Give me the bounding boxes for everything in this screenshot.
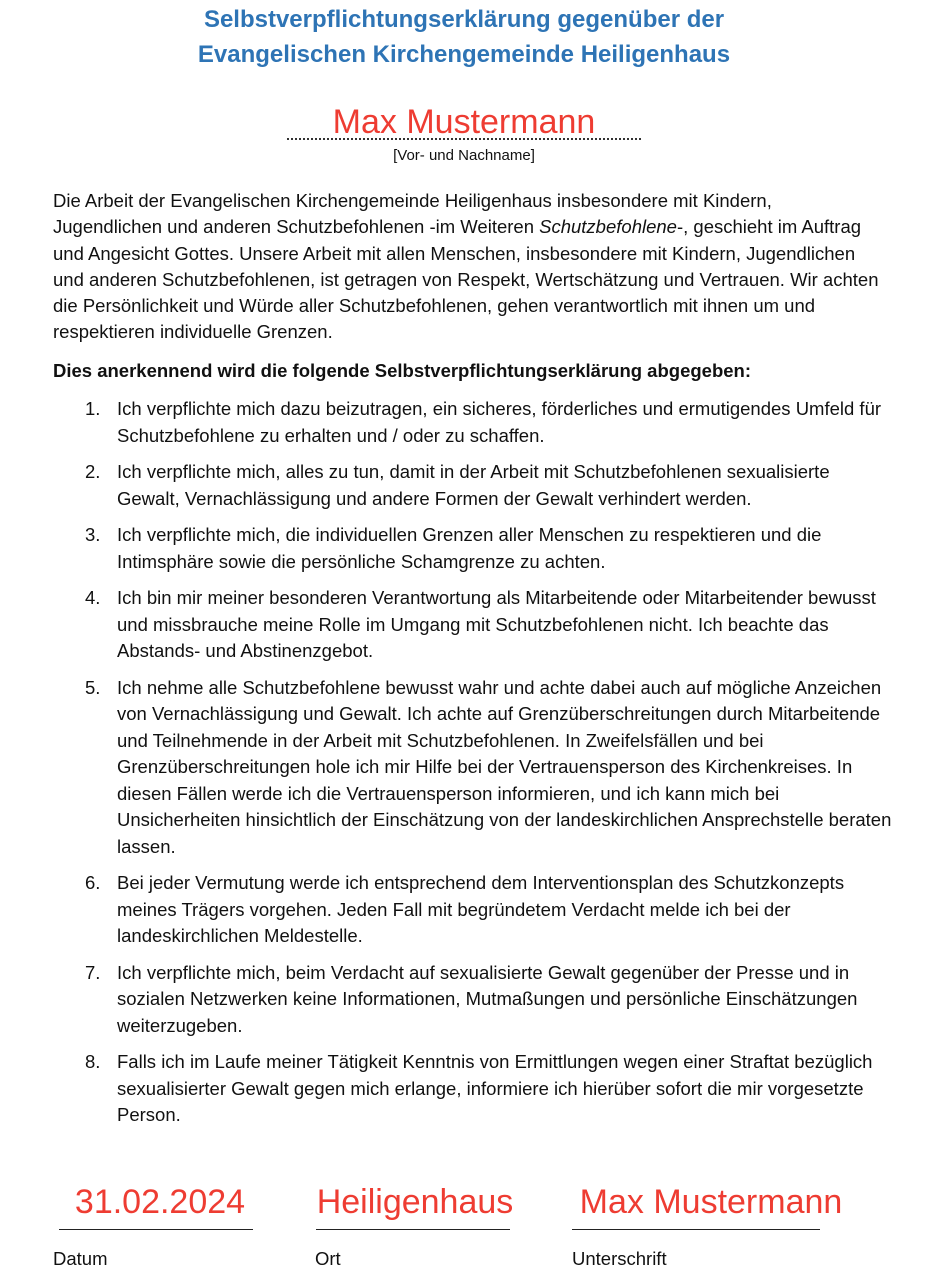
name-field[interactable]: [287, 104, 641, 140]
list-item: [53, 585, 893, 665]
list-item: [53, 675, 893, 861]
commitment-list: [53, 396, 893, 1139]
list-item: [53, 1049, 893, 1129]
name-value[interactable]: Max Mustermann: [332, 103, 596, 141]
item-number: 1.: [85, 398, 101, 419]
item-text: Ich bin mir meiner besonderen Verantwortung als Mitarbeitende oder Mitarbeitender bewusst und missbrauche meine Rolle im Umgang mit Schutzbefohlenen nicht. Ich beachte das Abstands- und Abstinenzgebot.: [117, 587, 876, 661]
title-line-2: Evangelischen Kirchengemeinde Heiligenhaus: [197, 41, 731, 68]
signature-label: Unterschrift: [572, 1248, 667, 1269]
item-text: Bei jeder Vermutung werde ich entsprechend dem Interventionsplan des Schutzkonzepts meines Trägers vorgehen. Jeden Fall mit begründetem Verdacht melde ich bei der landeskirchlichen Meldestelle.: [117, 872, 845, 946]
intro-text-2: -, geschieht im Auftrag und Angesicht Gottes. Unsere Arbeit mit allen Menschen, insbesondere mit Kindern, Jugendlichen und anderen Schutzbefohlenen, ist getragen von Respekt, Wertschätzung und Vertrauen. Wir achten die Persönlichkeit und Würde aller Schutzbefohlenen, gehen verantwortlich mit ihnen um und respektieren individuelle Grenzen.: [53, 216, 879, 343]
name-caption: [Vor- und Nachname]: [393, 147, 535, 164]
item-number: 5.: [85, 676, 101, 698]
intro-text-1: Die Arbeit der Evangelischen Kirchengemeinde Heiligenhaus insbesondere mit Kindern, Jugendlichen und anderen Schutzbefohlenen -im Weiteren: [53, 190, 772, 238]
item-text: Ich verpflichte mich, beim Verdacht auf sexualisierte Gewalt gegenüber der Presse und in sozialen Netzwerken keine Informationen, Mutmaßungen und persönliche Einschätzungen weiterzugeben.: [117, 961, 858, 1036]
item-text: Ich nehme alle Schutzbefohlene bewusst wahr und achte dabei auch auf mögliche Anzeichen von Vernachlässigung und Gewalt. Ich achte auf Grenzüberschreitungen durch Mitarbeitende und Teilnehmende in der Arbeit mit Schutzbefohlenen. In Zweifelsfällen und bei Grenzüberschreitungen hole ich mir Hilfe bei der Vertrauensperson des Kirchenkreises. In diesen Fällen werde ich die Vertrauensperson informieren, und ich kann mich bei Unsicherheiten hinsichtlich der Einschätzung von der landeskirchlichen Ansprechstelle beraten lassen.: [117, 676, 892, 857]
document-title: [0, 2, 928, 72]
signature-value[interactable]: Max Mustermann: [579, 1183, 843, 1221]
date-field[interactable]: [53, 1182, 267, 1272]
item-text: Ich verpflichte mich dazu beizutragen, ein sicheres, förderliches und ermutigendes Umfeld für Schutzbefohlene zu erhalten und / oder zu schaffen.: [117, 398, 882, 446]
signature-line: [572, 1229, 820, 1230]
intro-paragraph: [53, 188, 883, 346]
signature-field[interactable]: [566, 1182, 856, 1272]
date-label: Datum: [53, 1248, 108, 1269]
place-line: [316, 1229, 510, 1230]
place-value[interactable]: Heiligenhaus: [316, 1183, 514, 1221]
place-field[interactable]: [310, 1182, 520, 1272]
list-item: [53, 870, 893, 950]
title-line-1: Selbstverpflichtungserklärung gegenüber der: [203, 6, 725, 33]
list-item: [53, 459, 893, 512]
list-item: [53, 960, 893, 1040]
item-number: 6.: [85, 872, 101, 893]
item-text: Falls ich im Laufe meiner Tätigkeit Kenntnis von Ermittlungen wegen einer Straftat bezüglich sexualisierter Gewalt gegen mich erlange, informiere ich hierüber sofort die mir vorgesetzte Person.: [117, 1051, 873, 1125]
item-text: Ich verpflichte mich, die individuellen Grenzen aller Menschen zu respektieren und die Intimsphäre sowie die persönliche Schamgrenze zu achten.: [117, 524, 822, 572]
list-item: [53, 396, 893, 449]
item-number: 8.: [85, 1051, 101, 1072]
date-line: [59, 1229, 253, 1230]
list-item: [53, 522, 893, 575]
item-text: Ich verpflichte mich, alles zu tun, damit in der Arbeit mit Schutzbefohlenen sexualisierte Gewalt, Vernachlässigung und andere Formen der Gewalt verhindert werden.: [117, 461, 830, 509]
item-number: 4.: [85, 587, 101, 608]
intro-emphasis: Schutzbefohlene: [539, 216, 677, 238]
lead-statement: Dies anerkennend wird die folgende Selbstverpflichtungserklärung abgegeben:: [53, 360, 752, 381]
date-value[interactable]: 31.02.2024: [74, 1183, 246, 1221]
item-number: 7.: [85, 961, 101, 983]
item-number: 3.: [85, 524, 101, 545]
item-number: 2.: [85, 461, 101, 482]
place-label: Ort: [315, 1248, 341, 1269]
